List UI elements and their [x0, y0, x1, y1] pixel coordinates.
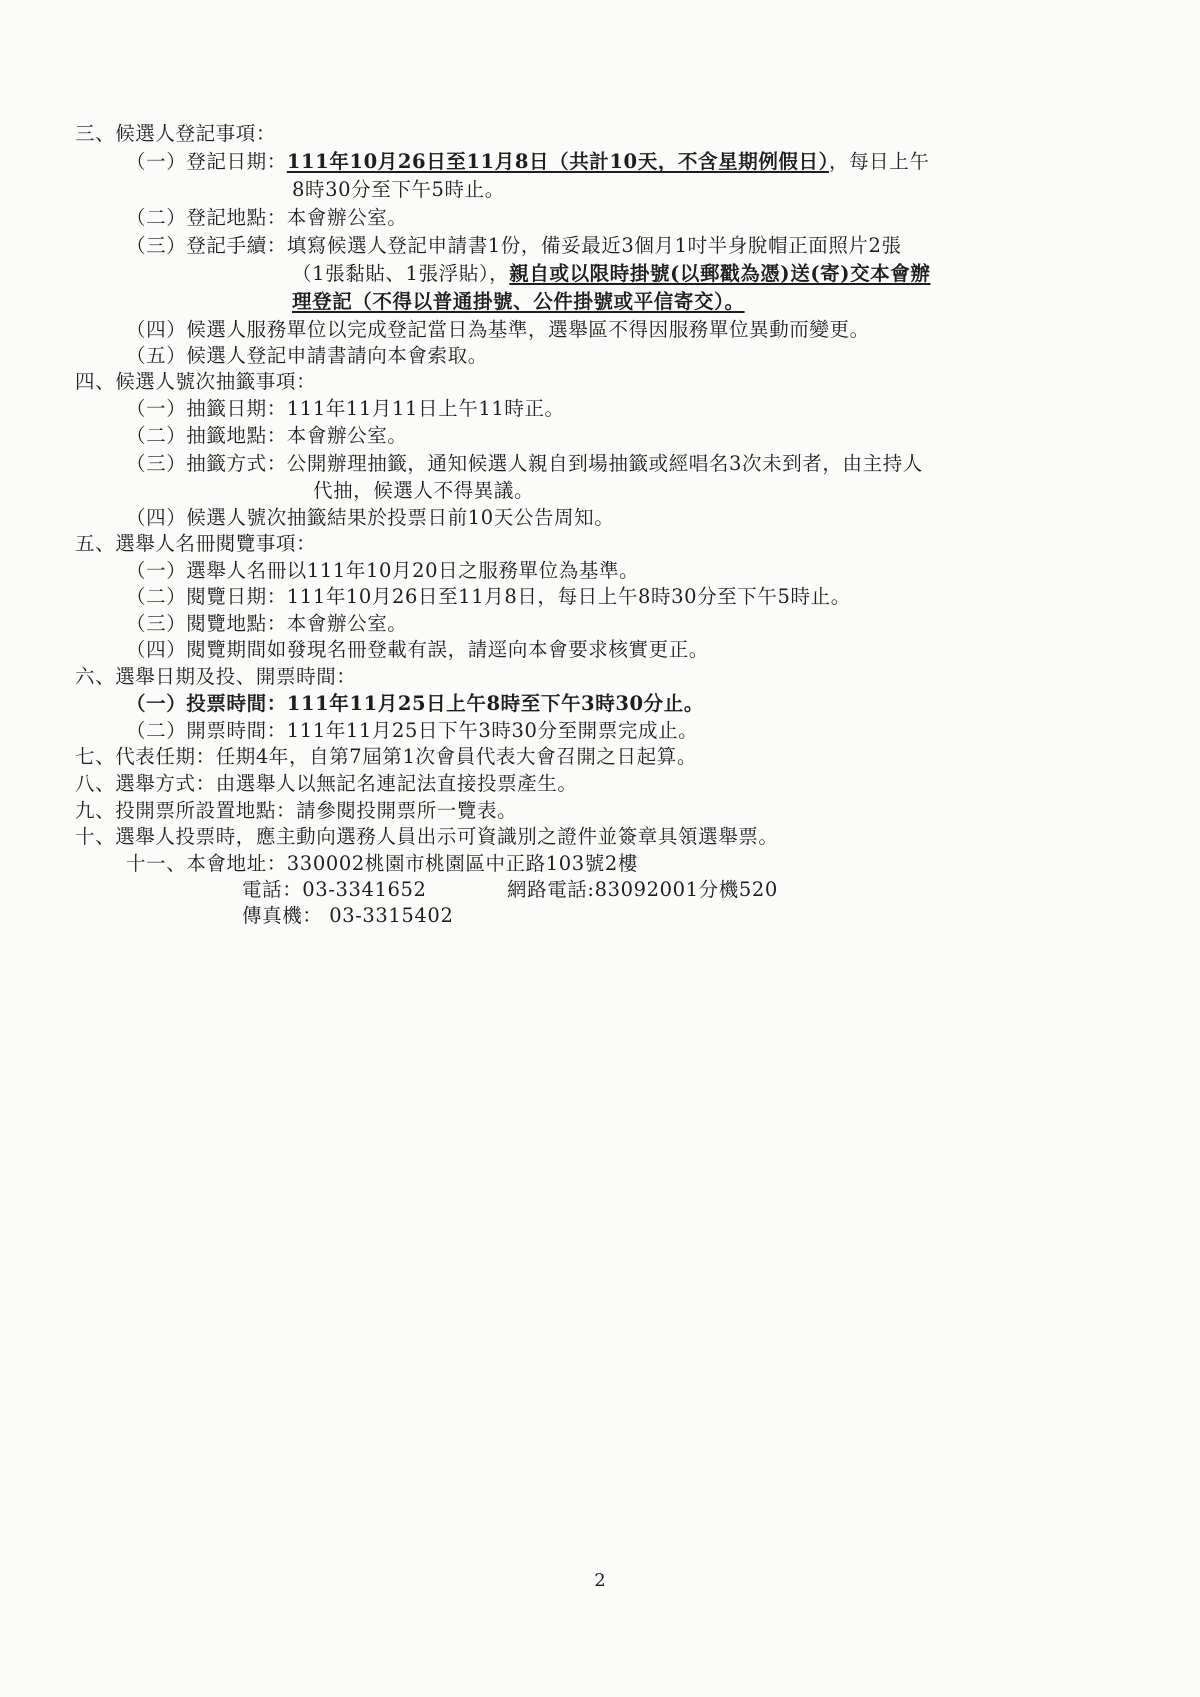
- section-3-item-4: （四）候選人服務單位以完成登記當日為基準，選舉區不得因服務單位異動而變更。: [126, 318, 870, 341]
- section-3-item-5: （五）候選人登記申請書請向本會索取。: [126, 344, 488, 367]
- section-4-item-4: （四）候選人號次抽籤結果於投票日前10天公告周知。: [126, 506, 615, 529]
- item-text: （1張黏貼、1張浮貼），: [292, 262, 510, 285]
- office-fax: 傳真機： 03-3315402: [242, 904, 454, 927]
- submission-restriction-highlight: 理登記（不得以普通掛號、公件掛號或平信寄交）。: [292, 290, 745, 313]
- section-3-item-2: （二）登記地點：本會辦公室。: [126, 206, 408, 229]
- voting-time: （一）投票時間：111年11月25日上午8時至下午3時30分止。: [126, 692, 704, 715]
- section-5-item-4: （四）閱覽期間如發現名冊登載有誤，請逕向本會要求核實更正。: [126, 638, 709, 661]
- office-net-phone: 網路電話:83092001分機520: [507, 878, 778, 901]
- registration-date-highlight: 111年10月26日至11月8日（共計10天，不含星期例假日）: [286, 150, 829, 173]
- section-4-item-2: （二）抽籤地點：本會辦公室。: [126, 424, 408, 447]
- section-3-item-3-cont-2: [292, 288, 745, 316]
- section-7: 七、代表任期：任期4年，自第7屆第1次會員代表大會召開之日起算。: [75, 745, 697, 768]
- item-label: （一）登記日期：: [126, 150, 287, 173]
- section-5-item-2: （二）閱覽日期：111年10月26日至11月8日，每日上午8時30分至下午5時止。: [126, 585, 851, 608]
- section-5-item-1: （一）選舉人名冊以111年10月20日之服務單位為基準。: [126, 559, 640, 582]
- section-4-item-3: （三）抽籤方式：公開辦理抽籤，通知候選人親自到場抽籤或經唱名3次未到者，由主持人: [126, 452, 923, 475]
- section-5-item-3: （三）閱覽地點：本會辦公室。: [126, 612, 408, 635]
- section-4-item-3-cont: 代抽，候選人不得異議。: [313, 479, 535, 502]
- office-address: 十一、本會地址：330002桃園市桃園區中正路103號2樓: [126, 852, 638, 875]
- section-6-heading: 六、選舉日期及投、開票時間：: [75, 665, 357, 688]
- section-5-heading: 五、選舉人名冊閱覽事項：: [75, 532, 317, 555]
- section-8: 八、選舉方式：由選舉人以無記名連記法直接投票產生。: [75, 772, 578, 795]
- section-3-item-1: [126, 148, 930, 176]
- section-3-heading: 三、候選人登記事項：: [75, 122, 277, 145]
- counting-time: （二）開票時間：111年11月25日下午3時30分至開票完成止。: [126, 719, 699, 742]
- section-3-item-3-cont-1: [292, 260, 930, 288]
- section-9: 九、投開票所設置地點：請參閱投開票所一覽表。: [75, 799, 518, 822]
- page-number: 2: [594, 1570, 606, 1591]
- section-3-item-1-cont: 8時30分至下午5時止。: [292, 178, 505, 201]
- submission-method-highlight: 親自或以限時掛號(以郵戳為憑)送(寄)交本會辦: [509, 262, 931, 285]
- section-4-heading: 四、候選人號次抽籤事項：: [75, 370, 317, 393]
- section-10: 十、選舉人投票時，應主動向選務人員出示可資識別之證件並簽章具領選舉票。: [75, 825, 779, 848]
- item-text: ，每日上午: [828, 150, 930, 173]
- office-phone: 電話：03-3341652: [242, 878, 427, 901]
- section-3-item-3: （三）登記手續：填寫候選人登記申請書1份，備妥最近3個月1吋半身脫帽正面照片2張: [126, 234, 902, 257]
- section-4-item-1: （一）抽籤日期：111年11月11日上午11時正。: [126, 397, 565, 420]
